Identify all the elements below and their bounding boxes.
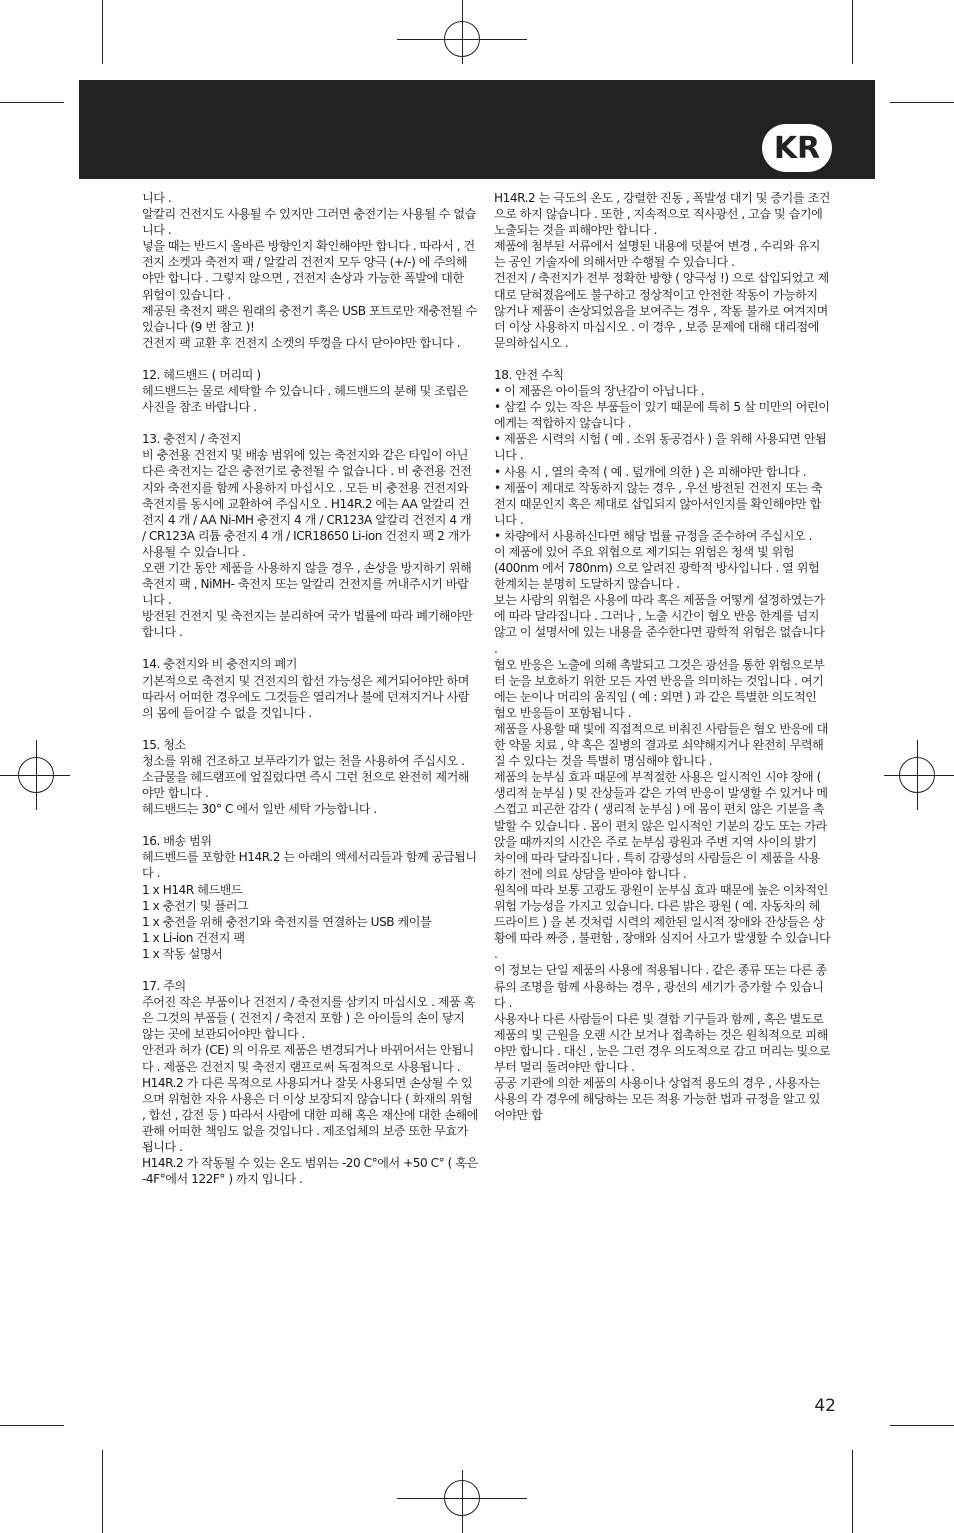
section-cleaning: 15. 청소 청소를 위해 건조하고 보푸라기가 없는 천을 사용하여 주십시오 . 소금물을 헤드램프에 엎질렀다면 즉시 그런 천으로 완전히 제거해야만 합니다 . 헤드밴드는 30° C 에서 일반 세탁 가능합니다 . (142, 737, 470, 817)
crop-mark-right-top (890, 102, 954, 103)
section-delivery-scope: 16. 배송 범위 헤드벤드를 포함한 H14R.2 는 아래의 액세서리들과 함께 공급됩니다 . 1 x H14R 헤드밴드 1 x 충전기 및 플러그 1 x 충전을 위해 충전기와 축전지를 연결하는 USB 케이블 1 x Li-ion 건전지 팩 1 x 작동 설명서 (142, 834, 477, 961)
section-caution: 17. 주의 주어진 작은 부품이나 건전지 / 축전지를 삼키지 마십시오 . 제품 혹은 그것의 부품들 ( 건전지 / 축전지 포함 ) 은 아이들의 손이 닿지 않는 곳에 보관되어야만 합니다 . 안전과 허가 (CE) 의 이유로 제품은 변경되거나 바뀌어서는 안됩니다 . 제품은 건전지 및 축전지 램프로써 독점적으로 사용됩니다 . H14R.2 가 다른 목적으로 사용되거나 잘못 사용되면 손상될 수 있으며 위험한 자유 사용은 더 이상 보장되지 않습니다 ( 화재의 위험 , 합선 , 감전 등 ) 따라서 사람에 대한 피해 혹은 재산에 대한 손해에 관해 어떠한 책임도 없을 것입니다 . 제조업체의 보증 또한 무효가 됩니다 . H14R.2 가 작동될 수 있는 온도 범위는 -20 C°에서 +50 C° ( 혹은 -4F°에서 122F° ) 까지 입니다 . (142, 979, 478, 1187)
section-headband: 12. 헤드밴드 ( 머리띠 ) 헤드밴드는 물로 세탁할 수 있습니다 . 헤드밴드의 분해 및 조립은 사진을 참조 바랍니다 . (142, 367, 468, 415)
paragraph: 니다 . 알칼리 건전지도 사용될 수 있지만 그러면 충전기는 사용될 수 없습니다 . 넣을 때는 반드시 올바른 방향인지 확인해야만 합니다 . 따라서 , 건전지 소켓과 축전지 팩 / 알칼리 건전지 모두 양극 (+/-) 에 주의해야만 합니다 . 그렇지 않으면 , 건전지 손상과 가능한 폭발에 대한 위험이 있습니다 . 제공된 축전지 팩은 원래의 충전기 혹은 USB 포트로만 재충전될 수 있습니다 (9 번 참고 )! 건전지 팩 교환 후 건전지 소켓의 뚜껑을 다시 닫아야만 합니다 . (142, 191, 477, 350)
header-band (79, 80, 875, 179)
registration-circle-left (18, 757, 54, 793)
registration-circle-bottom (444, 1480, 480, 1516)
page-number: 42 (814, 1396, 836, 1416)
section-disposal: 14. 충전지와 비 충전지의 폐기 기본적으로 축전지 및 건전지의 합선 가능성은 제거되어야만 하며 따라서 어떠한 경우에도 그것들은 열리거나 불에 던져지거나 사람의 몸에 들어갈 수 없을 것입니다 . (142, 657, 470, 720)
crop-mark-bottom-right-vertical (852, 1450, 853, 1533)
section-safety: 18. 안전 수칙 • 이 제품은 아이들의 장난감이 아닙니다 . • 삼킬 수 있는 작은 부품들이 있기 때문에 특히 5 살 미만의 어린이에게는 적합하지 않습니다 . • 제품은 시력의 시험 ( 예 . 소위 동공검사 ) 을 위해 사용되면 안됩니다 . • 사용 시 , 열의 축적 ( 예 . 덮개에 의한 ) 은 피해야만 합니다 . • 제품이 제대로 작동하지 않는 경우 , 우선 방전된 건전지 또는 축전지 때문인지 혹은 제대로 삽입되지 않아서인지를 확인해야만 합니다 . • 차량에서 사용하신다면 해당 법률 규정을 준수하여 주십시오 . 이 제품에 있어 주요 위협으로 제기되는 위험은 청색 빛 위험 (400nm 에서 780nm) 으로 알려진 광학적 방사입니다 . 열 위험 한계치는 분명히 도달하지 않습니다 . 보는 사람의 위험은 사용에 따라 혹은 제품을 어떻게 설정하였는가에 따라 달라집니다 . 그러나 , 노출 시간이 혐오 반응 한계를 넘지 않고 이 설명서에 있는 내용을 준수한다면 광학적 위험은 없습니다 . 혐오 반응은 노출에 의해 촉발되고 그것은 광선을 통한 위험으로부터 눈을 보호하기 위한 모든 자연 반응을 의미하는 것입니다 . 여기에는 눈이나 머리의 움직임 ( 예 : 외면 ) 과 같은 특별한 의도적인 혐오 반응들이 포함됩니다 . 제품을 사용할 때 빛에 직접적으로 비춰진 사람들은 혐오 반응에 대한 약물 치료 , 약 혹은 질병의 결과로 쇠약해지거나 완전히 무력해질 수 있다는 것을 특별히 명심해야 합니다 . 제품의 눈부심 효과 때문에 부적절한 사용은 일시적인 시야 장애 ( 생리적 눈부심 ) 및 잔상들과 같은 가역 반응이 발생할 수 있거나 메스껍고 피곤한 감각 ( 생리적 눈부심 ) 에 몸이 편치 않은 기분을 촉발할 수 있습니다 . 몸이 편치 않은 일시적인 기분의 강도 또는 가라앉을 때까지의 시간은 주로 눈부심 광원과 주변 지역 사이의 밝기 차이에 따라 달라집니다 . 특히 감광성의 사람들은 이 제품을 사용하기 전에 의료 상담을 받아야 합니다 . 원칙에 따라 보통 고광도 광원이 눈부심 효과 때문에 높은 이차적인 위험 가능성을 가지고 있습니다. 다른 밝은 광원 ( 예. 자동차의 헤드라이트 ) 을 본 것처럼 시력의 제한된 일시적 장애와 잔상들은 상황에 따라 짜증 , 불편함 , 장애와 심지어 사고가 발생할 수 있습니다 . 이 정보는 단일 제품의 사용에 적용됩니다 . 같은 종류 또는 다른 종류의 조명을 함께 사용하는 경우 , 광선의 세기가 증가할 수 있습니다 . 사용자나 다른 사람들이 다른 빛 결합 기구들과 함께 , 혹은 별도로 제품의 빛 근원을 오랜 시간 보거나 접촉하는 것은 원칙적으로 피해야만 합니다 . 대신 , 눈은 그런 경우 의도적으로 감고 머리는 빛으로부터 멀리 돌려야만 합니다 . 공공 기관에 의한 제품의 사용이나 상업적 용도의 경우 , 사용자는 사용의 각 경우에 해당하는 모든 적용 가능한 법과 규정을 알고 있어야만 합 (494, 367, 831, 1123)
paragraph: H14R.2 는 극도의 온도 , 강렬한 진동 , 폭발성 대기 및 증기를 조건으로 하지 않습니다 . 또한 , 지속적으로 직사광선 , 고습 및 습기에 노출되는 것을 피해야만 합니다 . 제품에 첨부된 서류에서 설명된 내용에 덧붙여 변경 , 수리와 유지는 공인 기술자에 의해서만 수행될 수 있습니다 . 건전지 / 축전지가 전부 정확한 방향 ( 양극성 !) 으로 삽입되었고 제대로 닫혀졌음에도 불구하고 정상적이고 안전한 작동이 가능하지 않거나 제품이 손상되었음을 보여주는 경우 , 작동 불가로 여겨지며 더 이상 사용하지 마십시오 . 이 경우 , 보증 문제에 대해 대리점에 문의하십시오 . (494, 191, 830, 350)
crop-mark-right-edge-vertical-top (852, 0, 853, 64)
crop-mark-left-bottom (0, 1425, 64, 1426)
left-text-column (142, 190, 478, 1187)
right-text-column (494, 190, 831, 1123)
crop-mark-left-top (0, 102, 64, 103)
crop-mark-left-edge-vertical-top (102, 0, 103, 64)
crop-mark-bottom-left-vertical (102, 1450, 103, 1533)
registration-circle-top (444, 21, 480, 57)
registration-circle-right (899, 757, 935, 793)
section-batteries: 13. 충전지 / 축전지 비 충전용 건전지 및 배송 범위에 있는 축전지와 같은 타입이 아닌 다른 축전지는 같은 충전기로 충전될 수 없습니다 . 비 충전용 건전지와 축전지를 함께 사용하지 마십시오 . 모든 비 충전용 건전지와 축전지를 동시에 교환하여 주십시오 . H14R.2 에는 AA 알칼리 건전지 4 개 / AA Ni-MH 충전지 4 개 / CR123A 알칼리 건전지 4 개 / CR123A 리튬 충전지 4 개 / ICR18650 Li-ion 건전지 팩 2 개가 사용될 수 있습니다 . 오랜 기간 동안 제품을 사용하지 않을 경우 , 손상을 방지하기 위해 축전지 팩 , NiMH- 축전지 또는 알칼리 건전지를 꺼내주시기 바랍니다 . 방전된 건전지 및 축전지는 분리하여 국가 법률에 따라 폐기해야만 합니다 . (142, 432, 473, 640)
language-badge: KR (762, 124, 832, 172)
crop-mark-right-bottom (890, 1425, 954, 1426)
